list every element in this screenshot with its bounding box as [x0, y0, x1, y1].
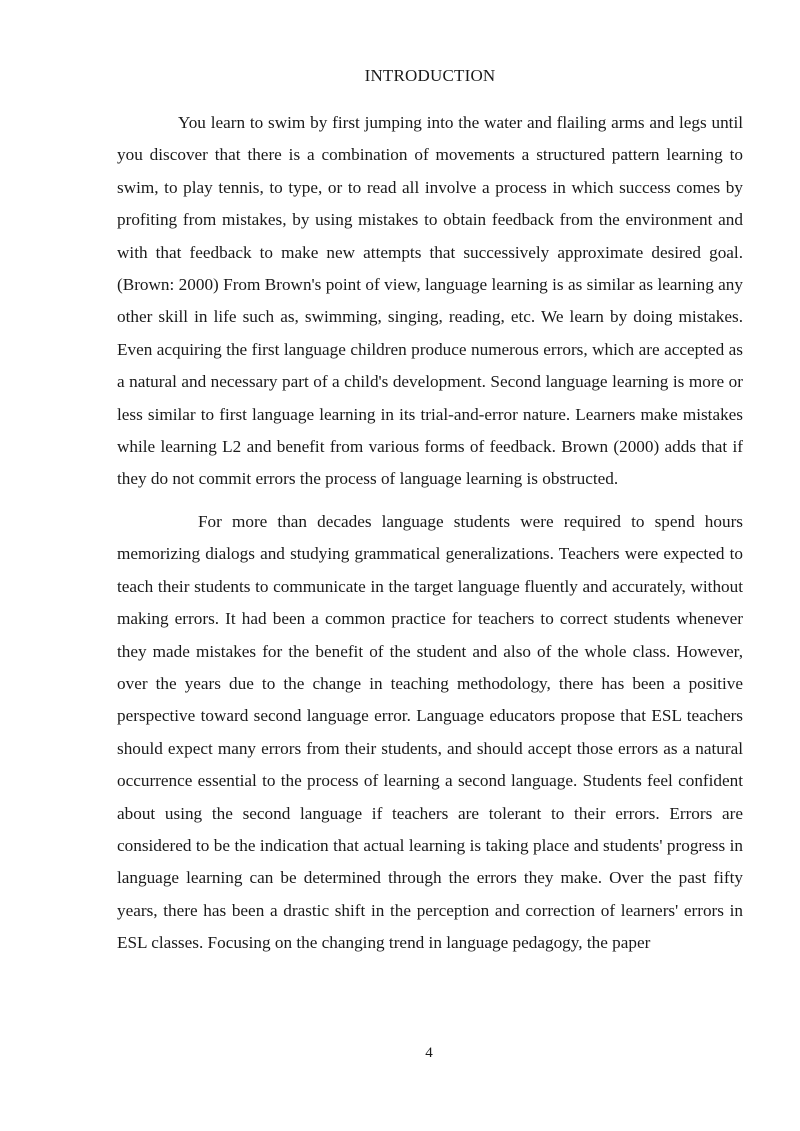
paragraph-2: For more than decades language students were required to spend hours memorizing dialogs and studying grammatical generalizations. Teachers were expected to teach their students to communicate in the target language fluently and accurately, without making errors. It had been a common practice for teachers to correct students whenever they made mistakes for the benefit of the student and also of the whole class. However, over the years due to the change in teaching methodology, there has been a positive perspective toward second language error. Language educators propose that ESL teachers should expect many errors from their students, and should accept those errors as a natural occurrence essential to the process of learning a second language. Students feel confident about using the second language if teachers are tolerant to their errors. Errors are considered to be the indication that actual learning is taking place and students' progress in language learning can be determined through the errors they make. Over the past fifty years, there has been a drastic shift in the perception and correction of learners' errors in ESL classes. Focusing on the changing trend in language pedagogy, the paper	[117, 511, 743, 953]
body-text	[117, 107, 743, 960]
section-heading: INTRODUCTION	[364, 66, 496, 85]
page-number: 4	[425, 1045, 433, 1061]
paragraph-1: You learn to swim by first jumping into the water and flailing arms and legs until you discover that there is a combination of movements a structured pattern learning to swim, to play tennis, to type, or to read all involve a process in which success comes by profiting from mistakes, by using mistakes to obtain feedback from the environment and with that feedback to make new attempts that successively approximate desired goal. (Brown: 2000) From Brown's point of view, language learning is as similar as learning any other skill in life such as, swimming, singing, reading, etc. We learn by doing mistakes. Even acquiring the first language children produce numerous errors, which are accepted as a natural and necessary part of a child's development. Second language learning is more or less similar to first language learning in its trial-and-error nature. Learners make mistakes while learning L2 and benefit from various forms of feedback. Brown (2000) adds that if they do not commit errors the process of language learning is obstructed.	[117, 113, 743, 489]
